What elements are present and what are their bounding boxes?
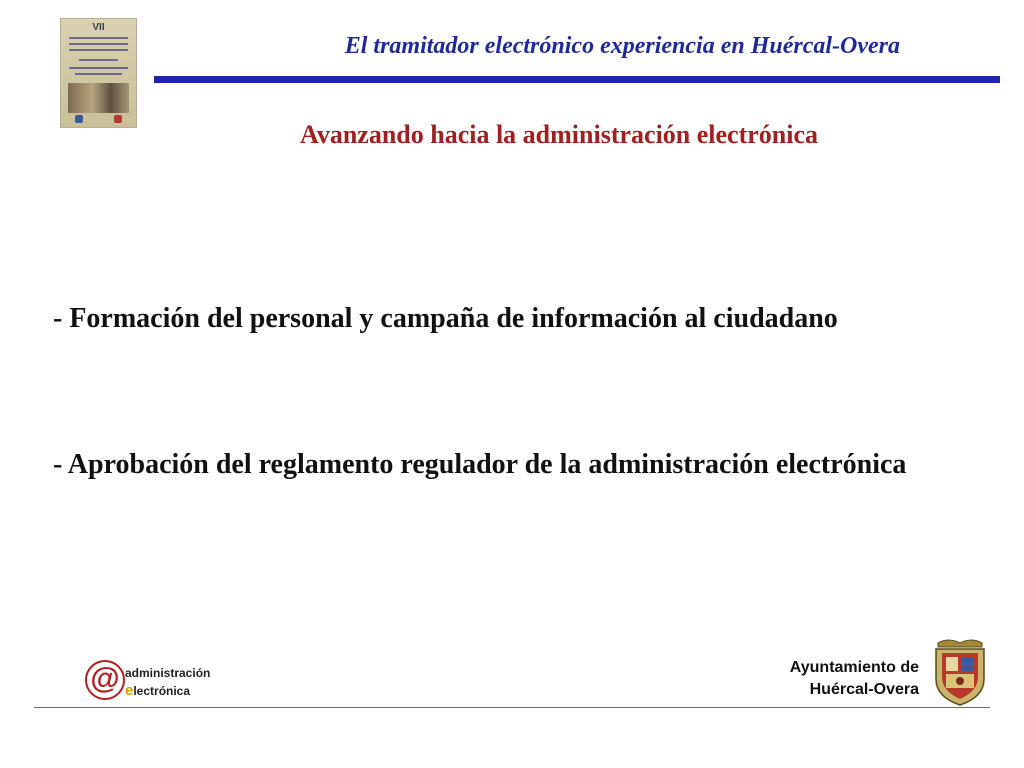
logo-e-letter: e [125,682,134,699]
bullet-item [53,447,953,483]
footer-divider [34,707,990,708]
bullet-text: Formación del personal y campaña de información al ciudadano [69,303,838,334]
slide-subtitle: Avanzando hacia la administración electrónica [299,120,819,149]
council-line2: Huércal-Overa [809,681,919,698]
administracion-electronica-logo [85,660,225,706]
logo-line1: administración [125,666,211,680]
council-line1: Ayuntamiento de [789,659,919,676]
thumbnail-logo-left [75,115,83,123]
slide-title: El tramitador electrónico experiencia en Huércal-Overa [344,33,900,59]
coat-of-arms-icon [928,637,992,707]
council-name [790,657,919,701]
at-symbol-icon: @ [85,660,125,700]
thumbnail-logo-right [114,115,122,123]
bullet-dash: - [53,303,70,334]
bullet-text: Aprobación del reglamento regulador de la administración electrónica [67,449,907,480]
header-divider [154,76,1000,83]
logo-line2-rest: lectrónica [133,684,191,698]
thumbnail-number: VII [92,22,105,33]
thumbnail-photo [68,83,129,113]
bullet-item [53,301,953,337]
bullet-dash: - [53,449,68,480]
logo-line2 [125,682,190,699]
conference-thumbnail [60,18,137,128]
